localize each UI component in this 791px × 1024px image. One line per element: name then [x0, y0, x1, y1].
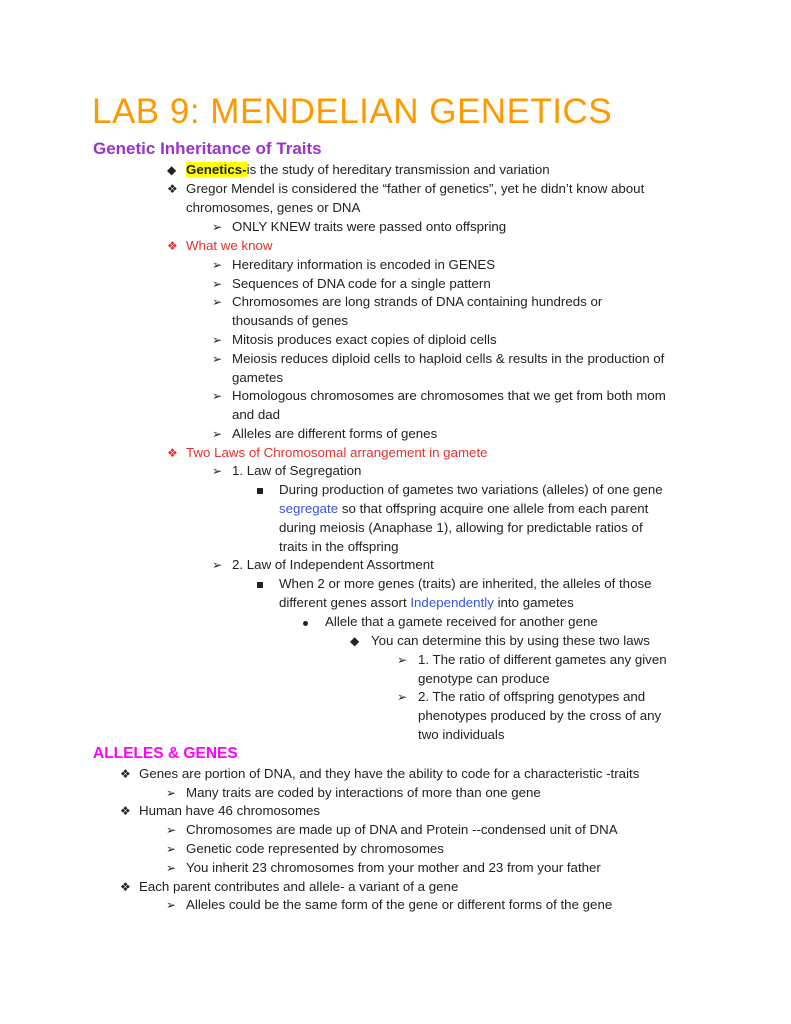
independently-term: Independently: [410, 595, 494, 610]
alleles-same-item: Alleles could be the same form of the gene or different forms of the gene: [186, 897, 613, 912]
arrowhead-bullet-icon: ➢: [166, 842, 177, 856]
segregate-term: segregate: [279, 501, 339, 516]
know-item-continued: and dad: [232, 407, 281, 422]
arrowhead-bullet-icon: ➢: [397, 690, 408, 704]
allele-gamete-item: Allele that a gamete received for another gene: [325, 614, 598, 629]
determine-item: You can determine this by using these two laws: [371, 633, 650, 648]
segregation-detail-2: [279, 500, 648, 518]
arrowhead-bullet-icon: ➢: [166, 786, 177, 800]
diamond-cross-bullet-icon: ❖: [167, 239, 178, 253]
section-heading-genetic-inheritance: Genetic Inheritance of Traits: [93, 139, 322, 158]
segregation-detail-4: traits in the offspring: [279, 539, 399, 554]
assortment-detail-1: When 2 or more genes (traits) are inherited, the alleles of those: [279, 576, 652, 591]
arrowhead-bullet-icon: ➢: [212, 258, 223, 272]
arrowhead-bullet-icon: ➢: [212, 389, 223, 403]
genes-portion-item: Genes are portion of DNA, and they have the ability to code for a characteristic -traits: [139, 766, 640, 781]
law-of-independent-assortment: 2. Law of Independent Assortment: [232, 557, 434, 572]
assortment-detail-text-end: into gametes: [493, 595, 574, 610]
segregation-detail-3: during meiosis (Anaphase 1), allowing for predictable ratios of: [279, 520, 643, 535]
two-laws-label: Two Laws of Chromosomal arrangement in gamete: [186, 445, 488, 460]
arrowhead-bullet-icon: ➢: [166, 861, 177, 875]
mendel-line-2: chromosomes, genes or DNA: [186, 200, 361, 215]
ratio-item-2: 2. The ratio of offspring genotypes and: [418, 689, 646, 704]
know-item-continued: thousands of genes: [232, 313, 349, 328]
square-bullet-icon: [257, 481, 263, 499]
know-item: Meiosis reduces diploid cells to haploid cells & results in the production of: [232, 351, 665, 366]
know-item: Homologous chromosomes are chromosomes that we get from both mom: [232, 388, 666, 403]
only-knew-item: ONLY KNEW traits were passed onto offspring: [232, 219, 507, 234]
section-heading-alleles-genes: ALLELES & GENES: [93, 745, 238, 762]
arrowhead-bullet-icon: ➢: [212, 333, 223, 347]
diamond-bullet-icon: ◆: [167, 163, 177, 177]
many-traits-item: Many traits are coded by interactions of more than one gene: [186, 785, 541, 800]
diamond-cross-bullet-icon: ❖: [167, 182, 178, 196]
arrowhead-bullet-icon: ➢: [212, 352, 223, 366]
diamond-cross-bullet-icon: ❖: [120, 880, 131, 894]
diamond-cross-bullet-icon: ❖: [120, 804, 131, 818]
genetics-definition-text: is the study of hereditary transmission and variation: [246, 162, 550, 177]
arrowhead-bullet-icon: ➢: [212, 220, 223, 234]
segregation-detail-text: so that offspring acquire one allele from each parent: [338, 501, 649, 516]
diamond-bullet-icon: ◆: [350, 634, 360, 648]
diamond-cross-bullet-icon: ❖: [167, 446, 178, 460]
know-item-continued: gametes: [232, 370, 283, 385]
diamond-cross-bullet-icon: ❖: [120, 767, 131, 781]
know-item: Chromosomes are long strands of DNA containing hundreds or: [232, 294, 603, 309]
arrowhead-bullet-icon: ➢: [212, 295, 223, 309]
law-of-segregation: 1. Law of Segregation: [232, 463, 362, 478]
ratio-item-1-continued: genotype can produce: [418, 671, 550, 686]
segregation-detail-1: During production of gametes two variations (alleles) of one gene: [279, 482, 663, 497]
know-item: Sequences of DNA code for a single pattern: [232, 276, 491, 291]
arrowhead-bullet-icon: ➢: [166, 898, 177, 912]
page-title: LAB 9: MENDELIAN GENETICS: [92, 92, 613, 131]
each-parent-item: Each parent contributes and allele- a variant of a gene: [139, 879, 459, 894]
square-bullet-icon: [257, 575, 263, 593]
assortment-detail-2: [279, 594, 574, 612]
mendel-line-1: Gregor Mendel is considered the “father of genetics”, yet he didn’t know about: [186, 181, 645, 196]
arrowhead-bullet-icon: ➢: [212, 558, 223, 572]
arrowhead-bullet-icon: ➢: [397, 653, 408, 667]
inherit-23-item: You inherit 23 chromosomes from your mother and 23 from your father: [186, 860, 601, 875]
arrowhead-bullet-icon: ➢: [166, 823, 177, 837]
genetics-definition: [186, 161, 550, 179]
ratio-item-2-continued: two individuals: [418, 727, 505, 742]
assortment-detail-text: different genes assort: [279, 595, 411, 610]
chromosomes-made-item: Chromosomes are made up of DNA and Protein --condensed unit of DNA: [186, 822, 618, 837]
know-item: Mitosis produces exact copies of diploid cells: [232, 332, 497, 347]
arrowhead-bullet-icon: ➢: [212, 464, 223, 478]
dot-bullet-icon: [303, 613, 308, 631]
what-we-know-label: What we know: [186, 238, 273, 253]
genetic-code-item: Genetic code represented by chromosomes: [186, 841, 444, 856]
human-46-item: Human have 46 chromosomes: [139, 803, 321, 818]
know-item: Alleles are different forms of genes: [232, 426, 438, 441]
ratio-item-1: 1. The ratio of different gametes any given: [418, 652, 667, 667]
arrowhead-bullet-icon: ➢: [212, 277, 223, 291]
arrowhead-bullet-icon: ➢: [212, 427, 223, 441]
ratio-item-2-continued: phenotypes produced by the cross of any: [418, 708, 662, 723]
know-item: Hereditary information is encoded in GENES: [232, 257, 496, 272]
genetics-term-highlight: Genetics-: [186, 162, 247, 177]
